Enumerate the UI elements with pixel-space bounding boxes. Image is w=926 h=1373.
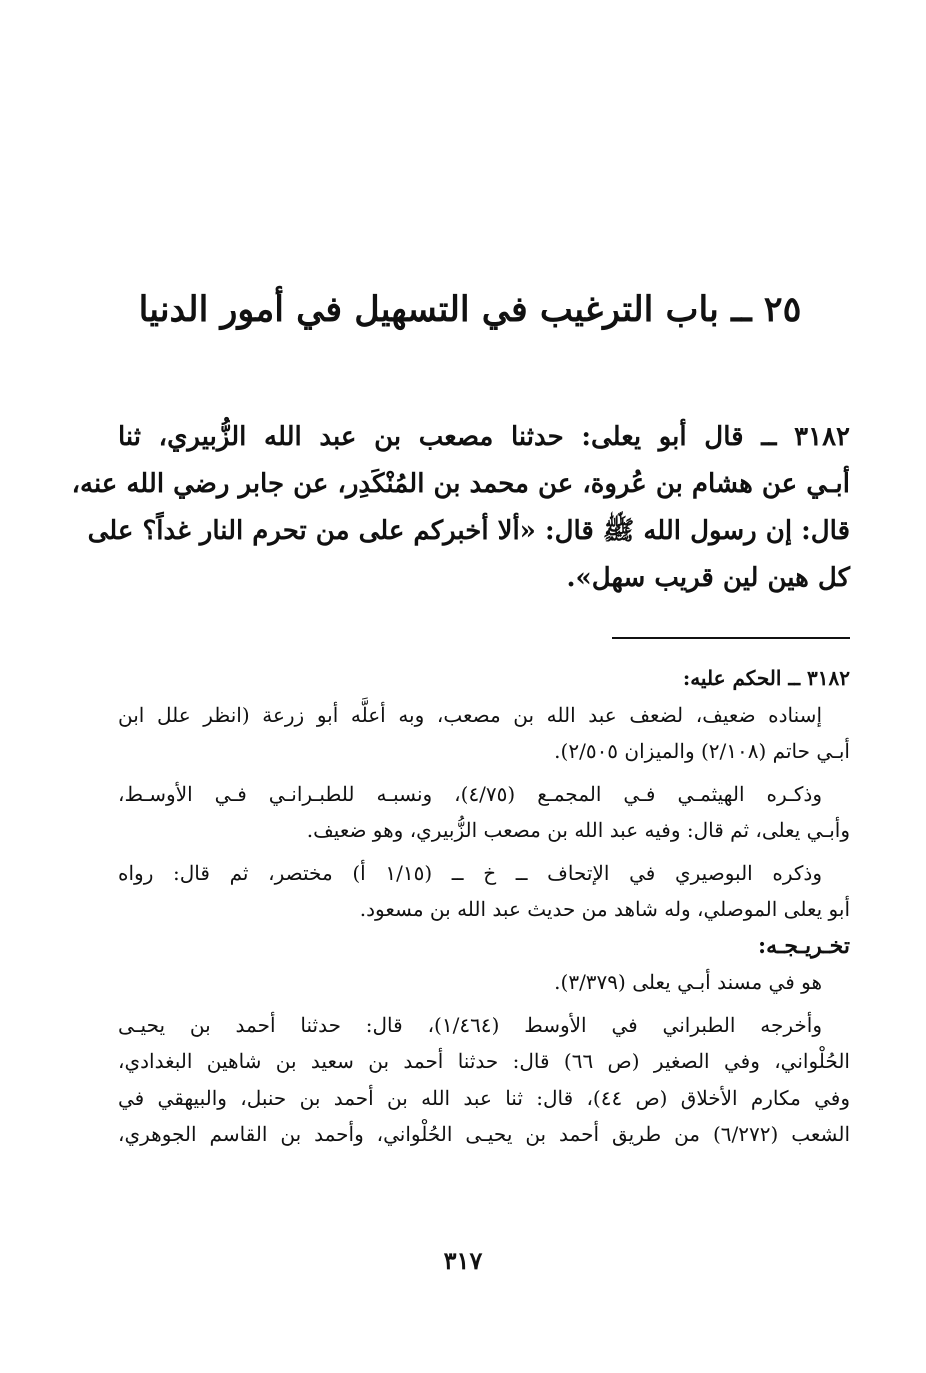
hadith-line: قال: إن رسول الله ﷺ قال: «ألا أخبركم على من تحرم النار غداً؟ على [87, 516, 850, 546]
footnote-divider [612, 637, 850, 639]
ruling-line: وذكره البوصيري في الإتحاف ــ خ ــ (١/١٥ أ) مختصر، ثم قال: رواه [118, 860, 822, 885]
hadith-text [71, 414, 850, 602]
takhrij-line: وفي مكارم الأخلاق (ص ٤٤)، قال: ثنا عبد الله بن أحمد بن حنبل، والبيهقي في [118, 1085, 850, 1110]
takhrij-line: هو في مسند أبـي يعلى (٣/٣٧٩). [554, 970, 822, 994]
takhrij-line: وأخرجه الطبراني في الأوسط (١/٤٦٤)، قال: حدثنا أحمد بن يحيـى [118, 1012, 823, 1037]
ruling-line: إسناده ضعيف، لضعف عبد الله بن مصعب، وبه أعلَّه أبو زرعة (انظر علل ابن [118, 702, 822, 727]
chapter-title: ٢٥ ــ باب الترغيب في التسهيل في أمور الدنيا [138, 289, 802, 330]
footnotes [118, 660, 850, 1153]
page-number: ٣١٧ [443, 1246, 483, 1275]
ruling-line: أبو يعلى الموصلي، وله شاهد من حديث عبد الله بن مسعود. [359, 897, 850, 921]
hadith-line: ٣١٨٢ ــ قال أبو يعلى: حدثنا مصعب بن عبد الله الزُّبيري، ثنا [118, 422, 850, 452]
hadith-line: كل هين لين قريب سهل». [566, 563, 850, 593]
takhrij-line: الحُلْواني، وفي الصغير (ص ٦٦) قال: حدثنا أحمد بن سعيد بن شاهين البغدادي، [118, 1049, 850, 1073]
ruling-line: أبـي حاتم (٢/١٠٨) والميزان ٢/٥٠٥). [554, 739, 850, 763]
takhrij-heading: تخـريـجـه: [757, 932, 850, 959]
takhrij-line: الشعب (٦/٢٧٢) من طريق أحمد بن يحيـى الحُلْواني، وأحمد بن القاسم الجوهري، [118, 1122, 850, 1146]
ruling-line: وذكـره الهيثمـي فـي المجمـع (٤/٧٥)، ونسبـه للطبـرانـي فـي الأوسـط، [118, 781, 822, 806]
ruling-line: وأبـي يعلى، ثم قال: وفيه عبد الله بن مصعب الزُّبيري، وهو ضعيف. [306, 818, 850, 842]
hadith-line: أبـي عن هشام بن عُروة، عن محمد بن المُنْكَدِر، عن جابر رضي الله عنه، [71, 469, 850, 499]
ruling-heading: ٣١٨٢ ــ الحكم عليه: [682, 666, 850, 690]
